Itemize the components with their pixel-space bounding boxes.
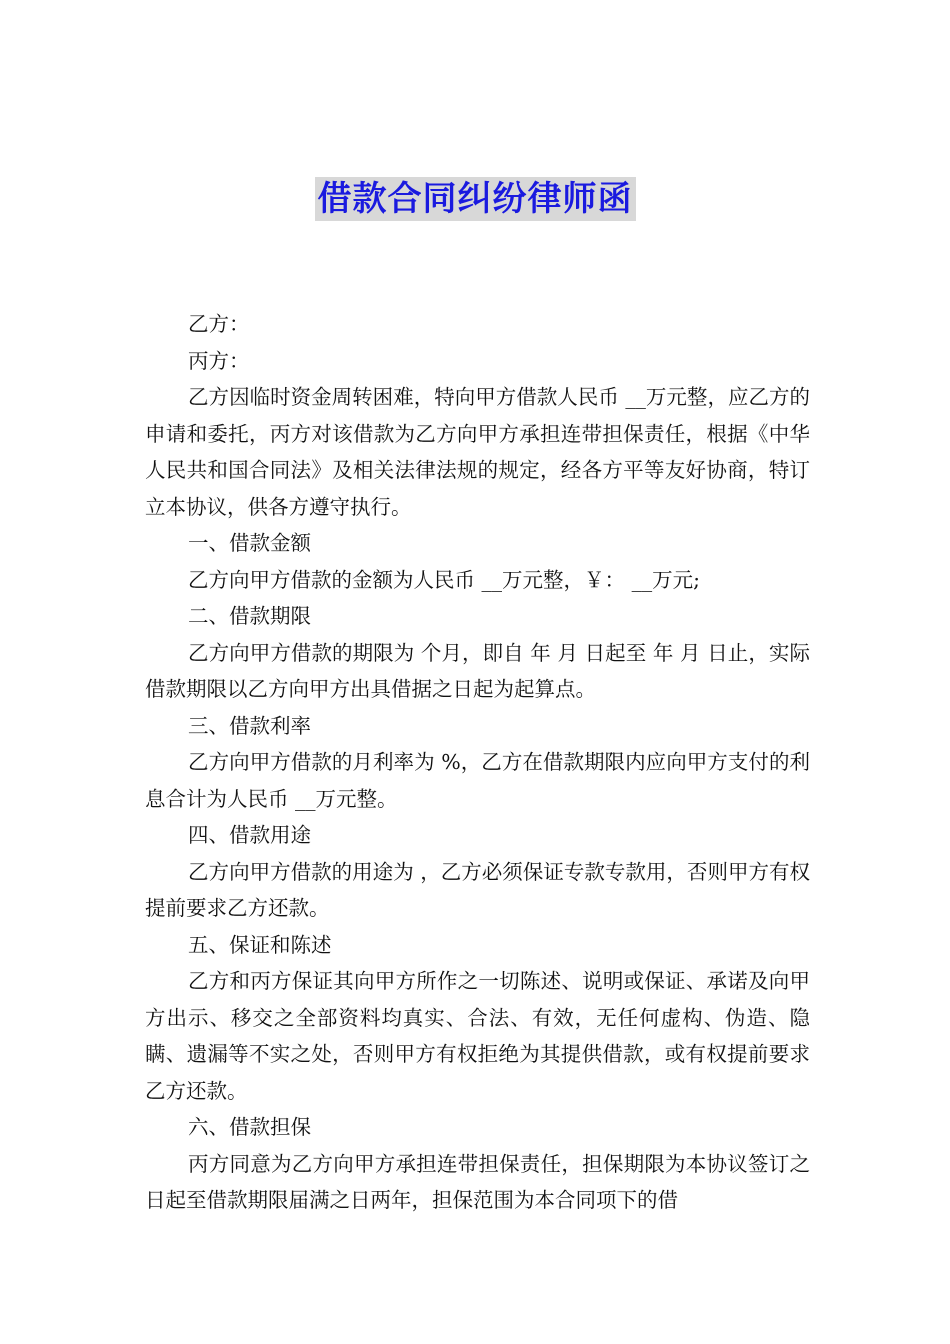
section-heading-rate: 三、借款利率 [188,713,312,738]
title-container [0,177,950,221]
party-c-label: 丙方： [188,348,250,373]
section-heading-warranty: 五、保证和陈述 [188,932,332,957]
rate-paragraph: 乙方向甲方借款的月利率为 %，乙方在借款期限内应向甲方支付的利息合计为人民币 __万元整。 [145,750,810,811]
section-heading-amount: 一、借款金额 [188,531,312,555]
document-body [145,306,810,1219]
section-heading-guarantee: 六、借款担保 [188,1115,312,1139]
document-title: 借款合同纠纷律师函 [315,177,636,221]
section-heading-purpose: 四、借款用途 [188,823,312,847]
warranty-paragraph: 乙方和丙方保证其向甲方所作之一切陈述、说明或保证、承诺及向甲方出示、移交之全部资料均真实、合法、有效，无任何虚构、伪造、隐瞒、遗漏等不实之处，否则甲方有权拒绝为其提供借款，或有权提前要求乙方还款。 [145,969,810,1103]
section-heading-term: 二、借款期限 [188,604,312,628]
preamble-paragraph: 乙方因临时资金周转困难，特向甲方借款人民币 __万元整，应乙方的申请和委托，丙方对该借款为乙方向甲方承担连带担保责任，根据《中华人民共和国合同法》及相关法律法规的规定，经各方平等友好协商，特订立本协议，供各方遵守执行。 [145,385,810,519]
term-paragraph: 乙方向甲方借款的期限为 个月，即自 年 月 日起至 年 月 日止，实际借款期限以乙方向甲方出具借据之日起为起算点。 [145,640,810,701]
guarantee-paragraph: 丙方同意为乙方向甲方承担连带担保责任，担保期限为本协议签订之日起至借款期限届满之日两年，担保范围为本合同项下的借 [145,1151,810,1212]
purpose-paragraph: 乙方向甲方借款的用途为 ，乙方必须保证专款专款用，否则甲方有权提前要求乙方还款。 [145,859,810,920]
amount-paragraph: 乙方向甲方借款的金额为人民币 __万元整，￥： __万元; [188,567,700,592]
party-b-label: 乙方： [188,312,250,336]
